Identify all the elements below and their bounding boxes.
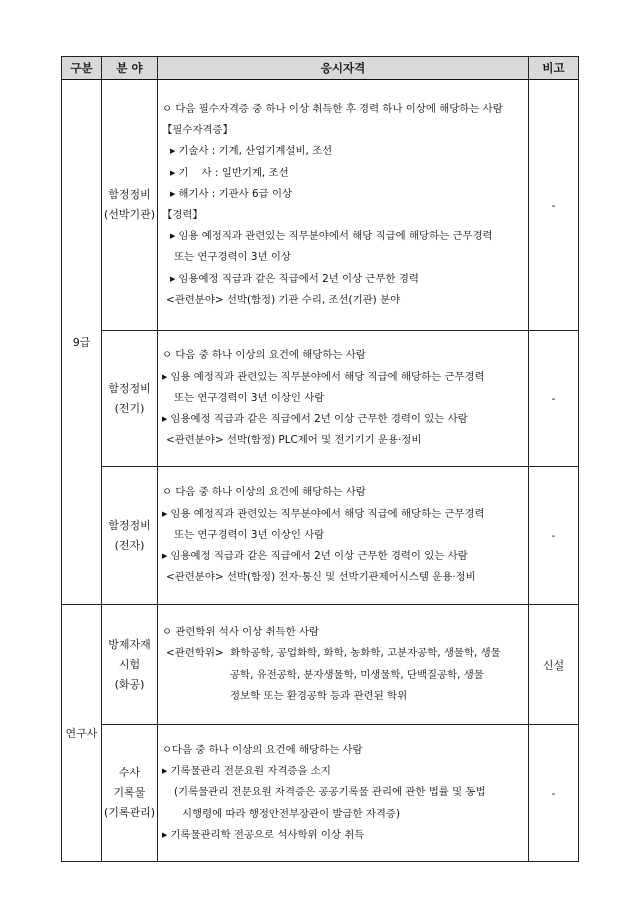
note-cell: - (529, 80, 579, 331)
field-cell: 수사 기록물 (기록관리) (102, 725, 158, 862)
triangle-bullet-icon: ▶ (162, 767, 168, 776)
triangle-bullet-icon: ▶ (170, 274, 176, 283)
table-row (62, 331, 579, 467)
field-cell: 방제자재 시험 (화공) (102, 605, 158, 725)
grade-9: 9급 (62, 80, 102, 605)
grade-researcher: 연구사 (62, 605, 102, 862)
note-cell: 신설 (529, 605, 579, 725)
qualification-cell: ㅇ 관련학위 석사 이상 취득한 사람 <관련학위> 화학공학, 공업화학, 화학, 농화학, 고분자공학, 생물학, 생물 공학, 유전공학, 분자생물학, 미생물학, 단백질공학, 생물 정보학 또는 환경공학 등과 관련된 학위 (158, 605, 529, 725)
triangle-bullet-icon: ▶ (162, 830, 168, 839)
qualification-cell: ㅇ다음 중 하나 이상의 요건에 해당하는 사람 ▶ 기록물관리 전문요원 자격증을 소지 (기록물관리 전문요원 자격증은 공공기록물 관리에 관한 법률 및 동법 시행령에 따라 행정안전부장관이 발급한 자격증) ▶ 기록물관리학 전공으로 석사학위 이상 취득 (158, 725, 529, 862)
note-cell: - (529, 331, 579, 467)
table-row (62, 605, 579, 725)
triangle-bullet-icon: ▶ (162, 509, 168, 518)
triangle-bullet-icon: ▶ (170, 147, 176, 156)
qualification-cell: ㅇ 다음 중 하나 이상의 요건에 해당하는 사람 ▶ 임용 예정직과 관련있는 직무분야에서 해당 직급에 해당하는 근무경력 또는 연구경력이 3년 이상인 사람 ▶ 임용예정 직급과 같은 직급에서 2년 이상 근무한 경력이 있는 사람 <관련분야> 선박(함정) PLC제어 및 전기기기 운용·정비 (158, 331, 529, 467)
qualification-cell: ㅇ 다음 중 하나 이상의 요건에 해당하는 사람 ▶ 임용 예정직과 관련있는 직무분야에서 해당 직급에 해당하는 근무경력 또는 연구경력이 3년 이상인 사람 ▶ 임용예정 직급과 같은 직급에서 2년 이상 근무한 경력이 있는 사람 <관련분야> 선박(함정) 전자·통신 및 선박기관제어시스템 운용·정비 (158, 467, 529, 605)
field-cell: 함정정비 (전기) (102, 331, 158, 467)
triangle-bullet-icon: ▶ (162, 552, 168, 561)
header-field: 분 야 (102, 57, 158, 80)
table-row (62, 725, 579, 862)
qualification-cell: ㅇ 다음 필수자격증 중 하나 이상 취득한 후 경력 하나 이상에 해당하는 사람 【필수자격증】 ▶ 기술사 : 기계, 산업기계설비, 조선 ▶ 기 사 : 일반기계, 조선 ▶ 해기사 : 기관사 6급 이상 【경력】 ▶ 임용 예정직과 관련있는 직무분야에서 해당 직급에 해당하는 근무경력 또는 연구경력이 3년 이상 ▶ 임용예정 직급과 같은 직급에서 2년 이상 근무한 경력 <관련분야> 선박(함정) 기관 수리, 조선(기관) 분야 (158, 80, 529, 331)
triangle-bullet-icon: ▶ (170, 189, 176, 198)
note-cell: - (529, 725, 579, 862)
table-row (62, 80, 579, 331)
triangle-bullet-icon: ▶ (162, 372, 168, 381)
note-cell: - (529, 467, 579, 605)
field-cell: 함정정비 (선박기관) (102, 80, 158, 331)
header-category: 구분 (62, 57, 102, 80)
header-note: 비고 (529, 57, 579, 80)
triangle-bullet-icon: ▶ (170, 232, 176, 241)
header-qualification: 응시자격 (158, 57, 529, 80)
triangle-bullet-icon: ▶ (170, 168, 176, 177)
table-row (62, 467, 579, 605)
field-cell: 함정정비 (전자) (102, 467, 158, 605)
qualification-table (61, 56, 579, 862)
triangle-bullet-icon: ▶ (162, 415, 168, 424)
header-row (62, 57, 579, 80)
